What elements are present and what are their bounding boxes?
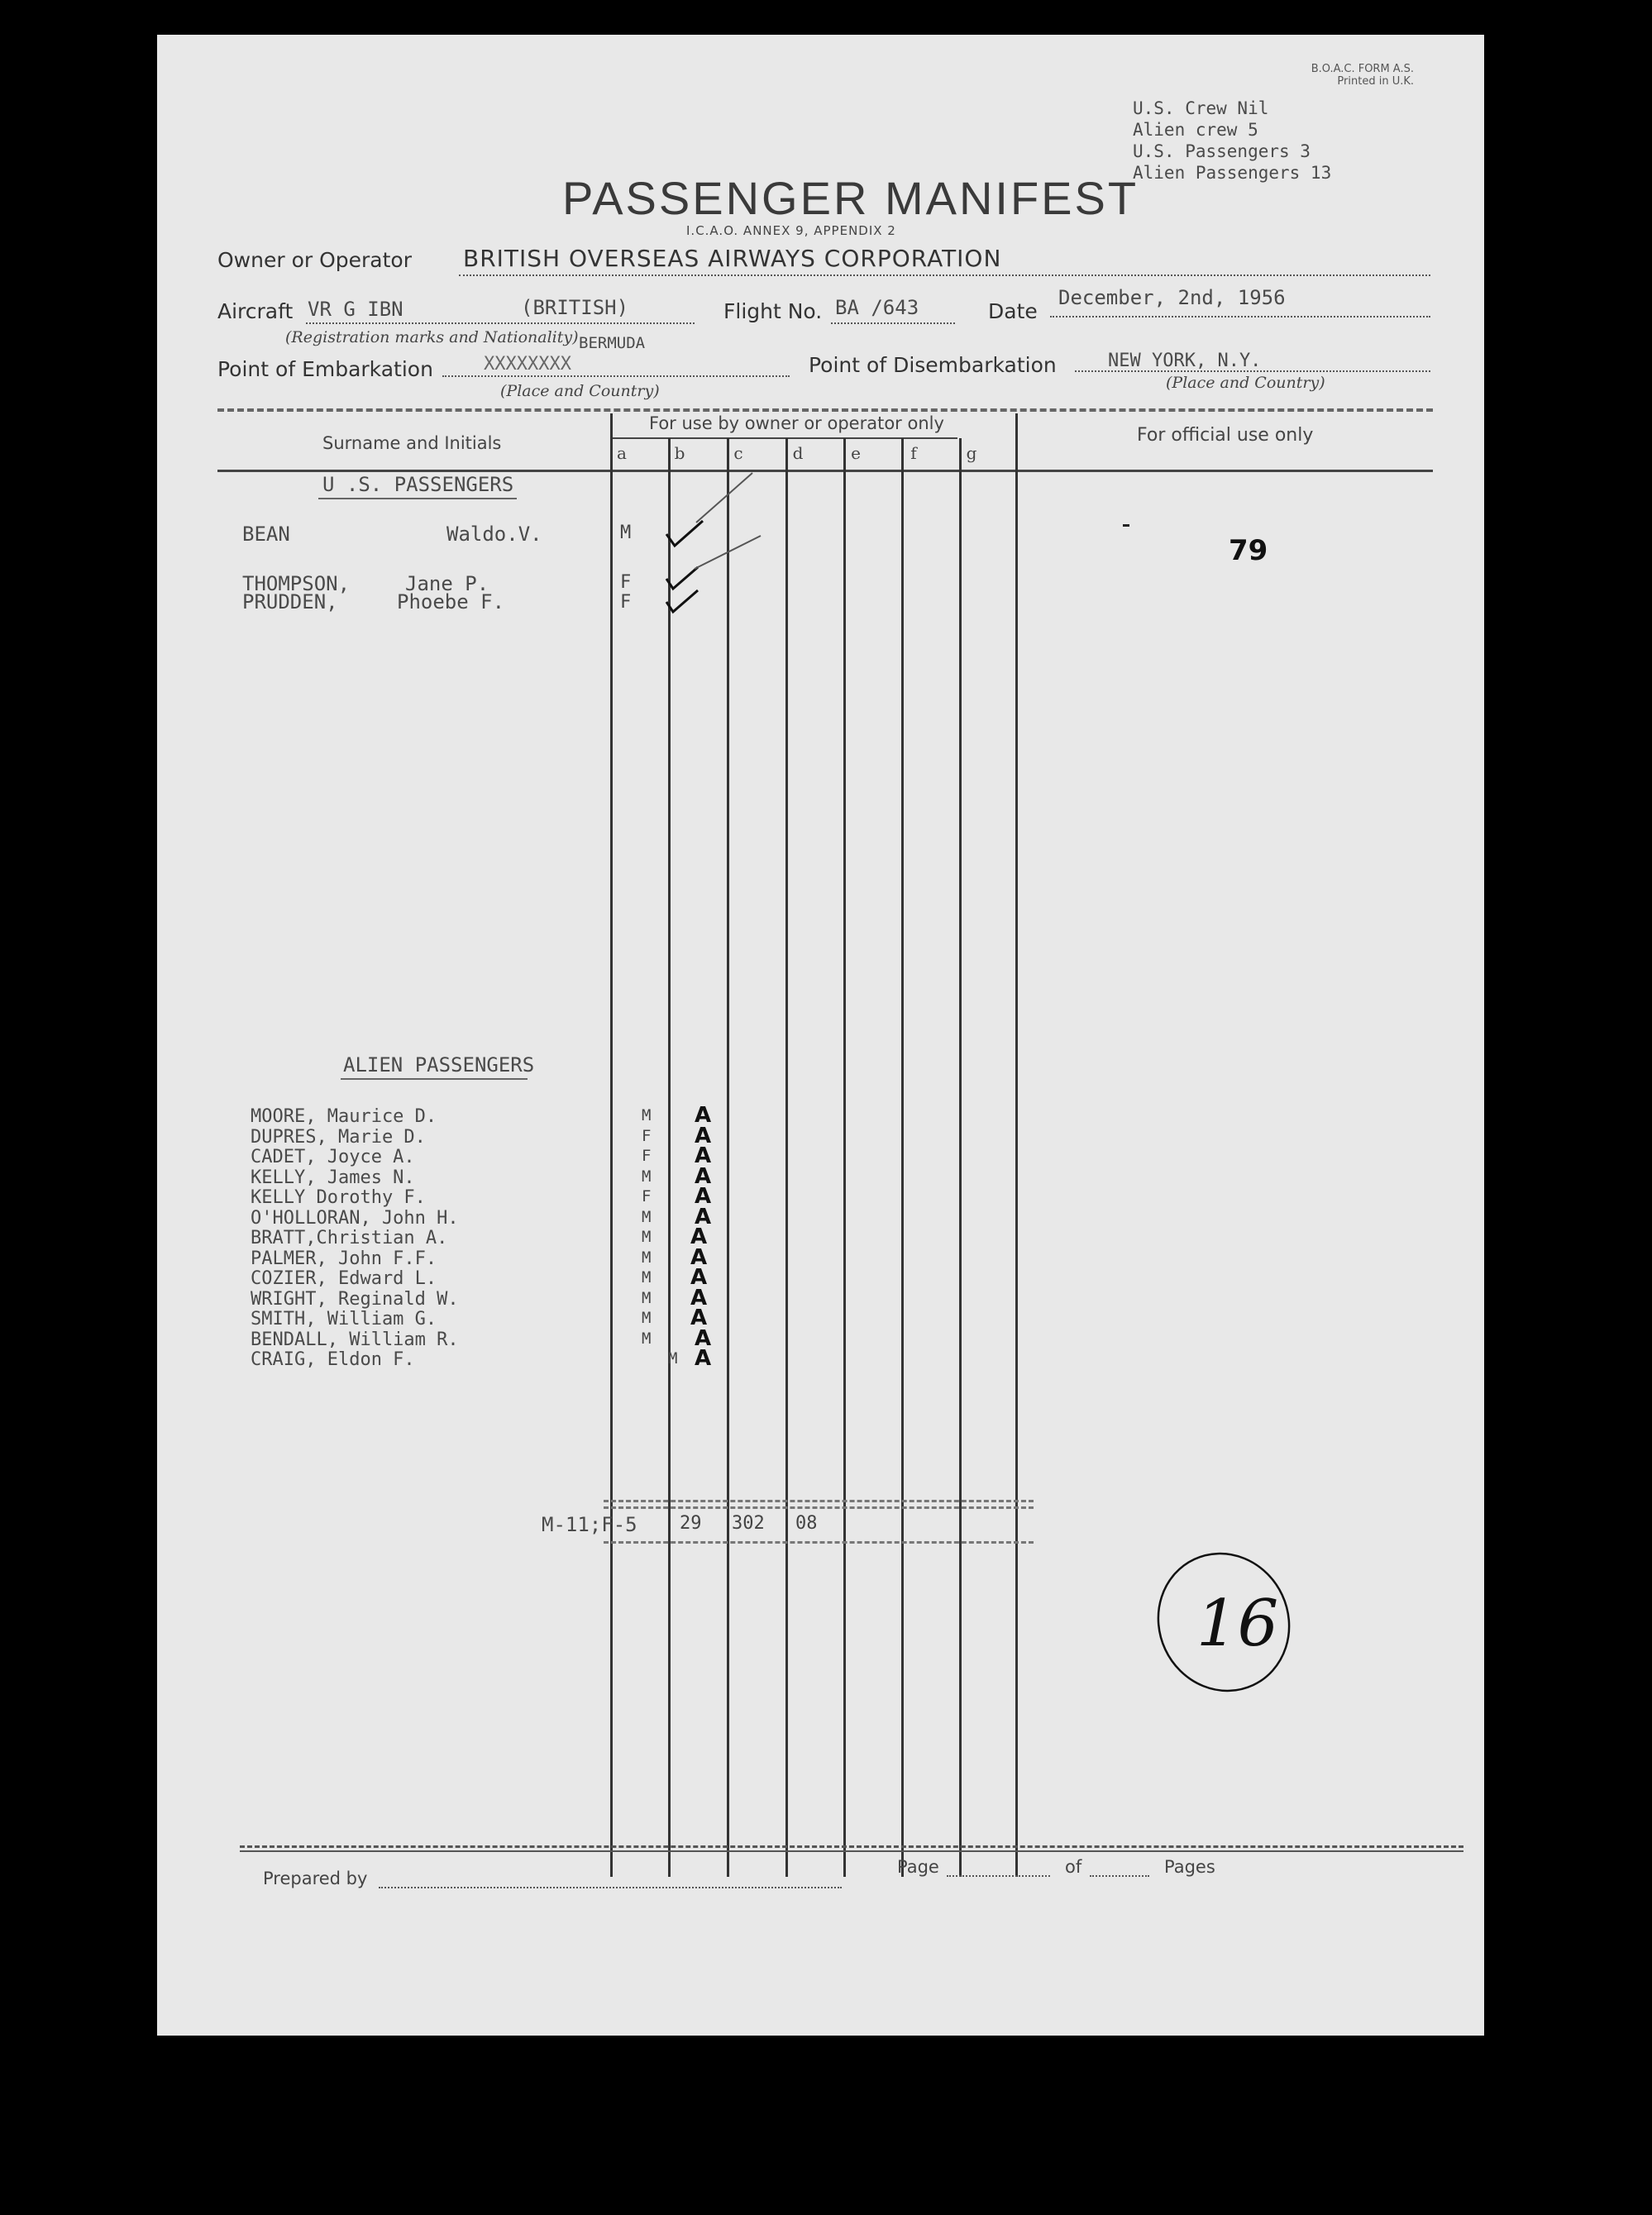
alien-passenger-sex: M: [642, 1288, 652, 1307]
column-d-header: d: [792, 443, 804, 463]
passenger-sex: M: [620, 523, 632, 543]
flight-label: Flight No.: [723, 299, 823, 323]
owner-rule: [459, 274, 1430, 276]
summary-block: [1133, 98, 1331, 184]
column-c-header: c: [733, 443, 743, 463]
flight-number: BA /643: [835, 296, 919, 319]
check-mark: [666, 567, 698, 589]
column-g-header: g: [966, 443, 977, 463]
us-passengers-heading: U .S. PASSENGERS: [322, 473, 514, 496]
alien-heading-underline: [341, 1078, 528, 1080]
place-note-2: (Place and Country): [1166, 374, 1325, 392]
alien-passenger-mark: A: [695, 1143, 712, 1168]
form-code: [1265, 63, 1414, 88]
of-label: of: [1065, 1857, 1082, 1877]
totals-label: M-11;F-5: [542, 1513, 637, 1536]
alien-passenger-mark: A: [695, 1346, 712, 1371]
alien-passenger-sex: M: [642, 1309, 652, 1327]
alien-passenger-sex: M: [642, 1106, 652, 1124]
official-number: 79: [1229, 534, 1268, 567]
passenger-surname: PRUDDEN,: [242, 590, 338, 613]
owner-value: BRITISH OVERSEAS AIRWAYS CORPORATION: [463, 245, 1002, 272]
summary-line: U.S. Passengers 3: [1133, 141, 1311, 161]
alien-passenger-mark: A: [695, 1184, 712, 1209]
disembark-rule: [1075, 370, 1430, 372]
alien-passenger-name: MOORE, Maurice D.: [251, 1106, 437, 1127]
passenger-given-name: Jane P.: [405, 572, 489, 595]
check-mark-tail: [695, 536, 761, 569]
alien-passenger-sex: M: [642, 1228, 652, 1246]
passenger-sex: F: [620, 572, 632, 593]
column-e-header: e: [851, 443, 861, 463]
alien-passenger-name: PALMER, John F.F.: [251, 1248, 437, 1269]
prepared-by-label: Prepared by: [263, 1869, 368, 1888]
alien-passenger-name: WRIGHT, Reginald W.: [251, 1288, 459, 1310]
table-bottom-rule-2: [240, 1850, 1463, 1852]
totals-top-rule: [604, 1500, 1034, 1502]
owner-label: Owner or Operator: [217, 248, 412, 272]
disembark-label: Point of Disembarkation: [809, 353, 1057, 377]
prepared-by-rule: [379, 1887, 842, 1888]
alien-passenger-sex: M: [642, 1248, 652, 1267]
registration-note: (Registration marks and Nationality): [285, 328, 579, 346]
alien-passenger-sex: M: [642, 1167, 652, 1186]
page-label: Page: [897, 1857, 939, 1877]
pages-label: Pages: [1164, 1857, 1215, 1877]
header-bottom-rule: [217, 470, 1433, 472]
alien-passenger-name: KELLY Dorothy F.: [251, 1187, 426, 1208]
aircraft-registration: VR G IBN: [308, 298, 403, 321]
aircraft-rule: [306, 322, 695, 324]
alien-passenger-sex: M: [668, 1349, 678, 1368]
column-rule: [610, 413, 613, 1877]
surname-header: Surname and Initials: [322, 433, 502, 453]
alien-passenger-name: O'HOLLORAN, John H.: [251, 1207, 459, 1229]
alien-passenger-name: CRAIG, Eldon F.: [251, 1349, 415, 1370]
totals-top-rule-2: [604, 1506, 1034, 1509]
summary-line: U.S. Crew Nil: [1133, 98, 1269, 118]
alien-passenger-mark: A: [690, 1244, 708, 1270]
aircraft-nationality: (BRITISH): [521, 296, 629, 319]
table-bottom-rule: [240, 1845, 1463, 1848]
column-b-header: b: [674, 443, 685, 463]
alien-passenger-sex: F: [642, 1147, 652, 1165]
of-rule: [1090, 1875, 1149, 1877]
place-note: (Place and Country): [500, 382, 660, 400]
printed-note: Printed in U.K.: [1337, 75, 1414, 88]
embark-rule: [442, 375, 790, 377]
alien-passenger-sex: M: [642, 1268, 652, 1287]
totals-b: 29: [680, 1513, 702, 1534]
alien-passenger-mark: A: [695, 1103, 712, 1128]
alien-passenger-sex: F: [642, 1187, 652, 1205]
alien-passenger-mark: A: [695, 1123, 712, 1148]
totals-c: 302: [732, 1513, 765, 1534]
manifest-page: [157, 35, 1484, 2036]
embark-struck: XXXXXXXX: [484, 354, 571, 375]
disembark-value: NEW YORK, N.Y.: [1108, 351, 1262, 371]
date-label: Date: [988, 299, 1038, 323]
alien-passenger-mark: A: [695, 1325, 712, 1351]
passenger-given-name: Waldo.V.: [446, 523, 542, 546]
form-title: PASSENGER MANIFEST: [562, 172, 1139, 224]
check-mark-tail: [696, 473, 752, 523]
page-rule: [947, 1875, 1050, 1877]
passenger-sex: F: [620, 592, 632, 613]
alien-passenger-mark: A: [690, 1285, 708, 1310]
alien-passenger-name: KELLY, James N.: [251, 1167, 415, 1188]
column-rule: [1015, 413, 1018, 1877]
column-rule: [959, 438, 962, 1877]
circled-number-text: 16: [1196, 1587, 1279, 1661]
totals-d: 08: [795, 1513, 818, 1534]
alien-passenger-name: COZIER, Edward L.: [251, 1268, 437, 1289]
aircraft-label: Aircraft: [217, 299, 294, 323]
summary-line: Alien Passengers 13: [1133, 163, 1332, 183]
alien-passenger-sex: M: [642, 1329, 652, 1348]
official-header: For official use only: [1137, 425, 1314, 446]
annex-reference: I.C.A.O. ANNEX 9, APPENDIX 2: [686, 223, 896, 238]
summary-line: Alien crew 5: [1133, 120, 1258, 140]
alien-passenger-name: BENDALL, William R.: [251, 1329, 459, 1350]
column-a-header: a: [617, 443, 627, 463]
us-heading-underline: [318, 498, 517, 499]
column-f-header: f: [910, 443, 917, 463]
column-rule: [843, 438, 846, 1877]
embark-correction: BERMUDA: [579, 334, 646, 352]
check-mark: [666, 590, 698, 612]
flight-rule: [831, 322, 955, 324]
form-code-text: B.O.A.C. FORM A.S.: [1311, 63, 1414, 75]
alien-passengers-heading: ALIEN PASSENGERS: [343, 1053, 535, 1076]
circled-page-number: [1145, 1548, 1302, 1697]
date-rule: [1050, 316, 1430, 317]
passenger-given-name: Phoebe F.: [397, 590, 505, 613]
alien-passenger-sex: M: [642, 1207, 652, 1226]
alien-passenger-name: CADET, Joyce A.: [251, 1147, 415, 1167]
alien-passenger-mark: A: [690, 1265, 708, 1290]
operator-header: For use by owner or operator only: [649, 413, 944, 433]
alien-passenger-sex: F: [642, 1126, 652, 1145]
official-dash: [1123, 524, 1129, 527]
passenger-surname: BEAN: [242, 523, 290, 546]
alien-passenger-name: SMITH, William G.: [251, 1309, 437, 1329]
column-rule: [901, 438, 904, 1877]
embark-label: Point of Embarkation: [217, 357, 433, 381]
table-top-rule: [217, 408, 1433, 412]
alien-passenger-mark: A: [690, 1306, 708, 1330]
date-value: December, 2nd, 1956: [1058, 286, 1286, 309]
alien-passenger-mark: A: [695, 1204, 712, 1229]
totals-bottom-rule: [604, 1541, 1034, 1544]
alien-passenger-name: DUPRES, Marie D.: [251, 1126, 426, 1148]
check-marks-icon: [661, 456, 794, 671]
alien-passenger-mark: A: [690, 1224, 708, 1249]
alien-passenger-name: BRATT,Christian A.: [251, 1228, 448, 1248]
passenger-surname: THOMPSON,: [242, 572, 351, 595]
alien-passenger-mark: A: [695, 1163, 712, 1189]
check-mark: [666, 521, 703, 546]
operator-header-rule: [610, 437, 957, 439]
